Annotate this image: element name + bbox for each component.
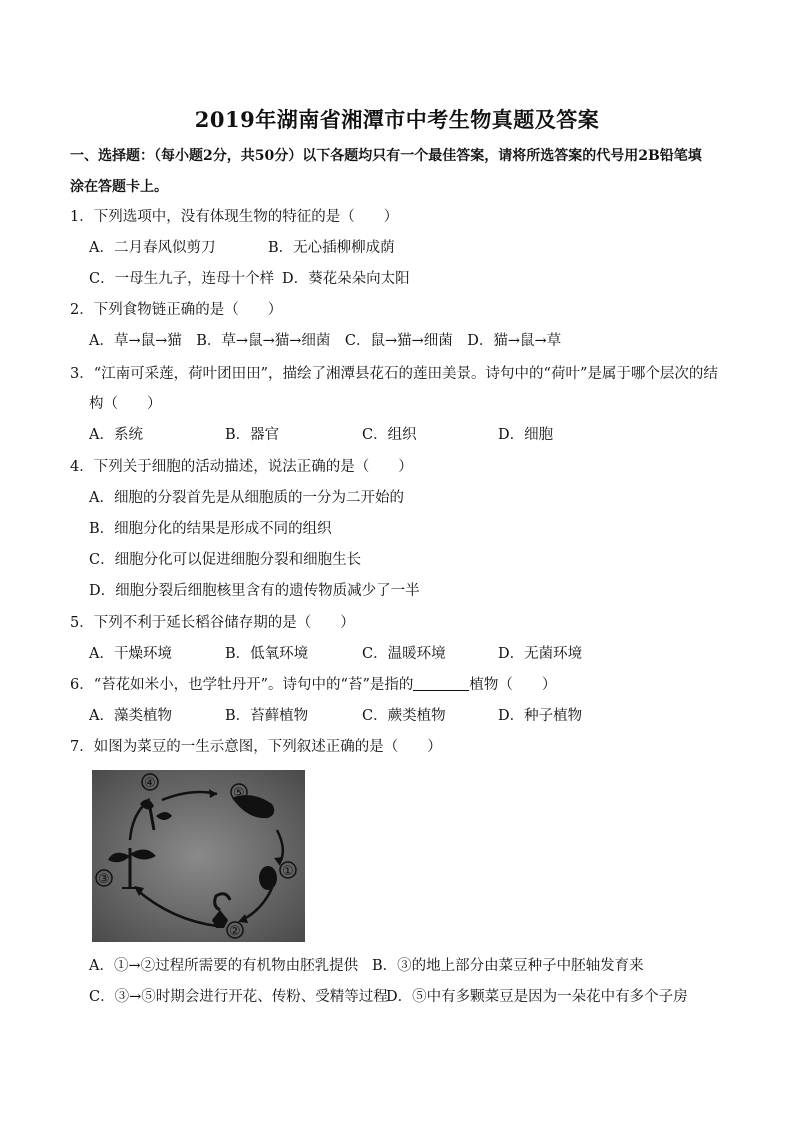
question-4-option-a: A．细胞的分裂首先是从细胞质的一分为二开始的 [89,490,404,506]
figure-label-1: ① [282,864,294,879]
question-1-option-a: A．二月春风似剪刀 [89,240,216,256]
question-6-option-c: C．蕨类植物 [362,708,446,724]
figure-label-4: ④ [144,776,156,791]
figure-label-5: ⑤ [233,786,245,801]
question-3-option-d: D．细胞 [498,427,554,443]
question-4-option-b: B．细胞分化的结果是形成不同的组织 [89,521,332,537]
question-2-stem: 2．下列食物链正确的是（ ） [70,302,283,318]
question-7-stem: 7．如图为菜豆的一生示意图，下列叙述正确的是（ ） [70,739,442,755]
question-3-option-b: B．器官 [225,427,280,443]
question-3-option-c: C．组织 [362,427,417,443]
question-1-option-b: B．无心插柳柳成荫 [268,240,395,256]
question-3-option-a: A．系统 [89,427,143,443]
question-3-stem: 3．“江南可采莲，荷叶团田田”，描绘了湘潭县花石的莲田美景。诗句中的“荷叶”是属于哪个层次的结 [70,366,718,382]
question-7-option-b: B．③的地上部分由菜豆种子中胚轴发育来 [372,958,644,974]
figure-label-3: ③ [98,872,110,887]
question-6-stem-before: 6．“苔花如米小，也学牡丹开”。诗句中的“苔”是指的 [70,677,414,693]
question-5-option-c: C．温暖环境 [362,646,446,662]
page-title: 2019年湖南省湘潭市中考生物真题及答案 [194,107,600,132]
question-6-stem [70,675,556,695]
question-6-option-b: B．苔藓植物 [225,708,309,724]
question-5-stem: 5．下列不利于延长稻谷储存期的是（ ） [70,615,355,631]
question-6-option-d: D．种子植物 [498,708,583,724]
question-5-option-b: B．低氧环境 [225,646,309,662]
section-heading-line1: 一、选择题：（每小题2分，共50分）以下各题均只有一个最佳答案，请将所选答案的代号用2B铅笔填 [70,148,702,164]
question-7-option-c: C．③→⑤时期会进行开花、传粉、受精等过程 [89,989,388,1005]
question-1-stem: 1．下列选项中，没有体现生物的特征的是（ ） [70,209,399,225]
section-heading-line2: 涂在答题卡上。 [70,179,168,195]
question-3-stem-continued: 构（ ） [89,396,162,412]
question-6-stem-after: 植物（ ） [469,677,557,693]
bean-life-cycle-drawing [92,770,305,942]
question-1-option-c: C．一母生九子，连母十个样 [89,271,275,287]
question-4-stem: 4．下列关于细胞的活动描述，说法正确的是（ ） [70,459,413,475]
question-7-option-a: A．①→②过程所需要的有机物由胚乳提供 [89,958,359,974]
bean-life-cycle-figure [92,770,305,942]
question-5-option-d: D．无菌环境 [498,646,583,662]
answer-blank [413,676,469,691]
question-5-option-a: A．干燥环境 [89,646,172,662]
question-4-option-d: D．细胞分裂后细胞核里含有的遗传物质减少了一半 [89,583,420,599]
question-4-option-c: C．细胞分化可以促进细胞分裂和细胞生长 [89,552,362,568]
question-1-option-d: D．葵花朵朵向太阳 [282,271,410,287]
question-2-options: A．草→鼠→猫 B．草→鼠→猫→细菌 C．鼠→猫→细菌 D．猫→鼠→草 [89,333,562,349]
question-6-option-a: A．藻类植物 [89,708,172,724]
question-7-option-d: D．⑤中有多颗菜豆是因为一朵花中有多个子房 [386,989,688,1005]
figure-label-2: ② [229,924,241,939]
stage-1-seed [259,866,277,890]
